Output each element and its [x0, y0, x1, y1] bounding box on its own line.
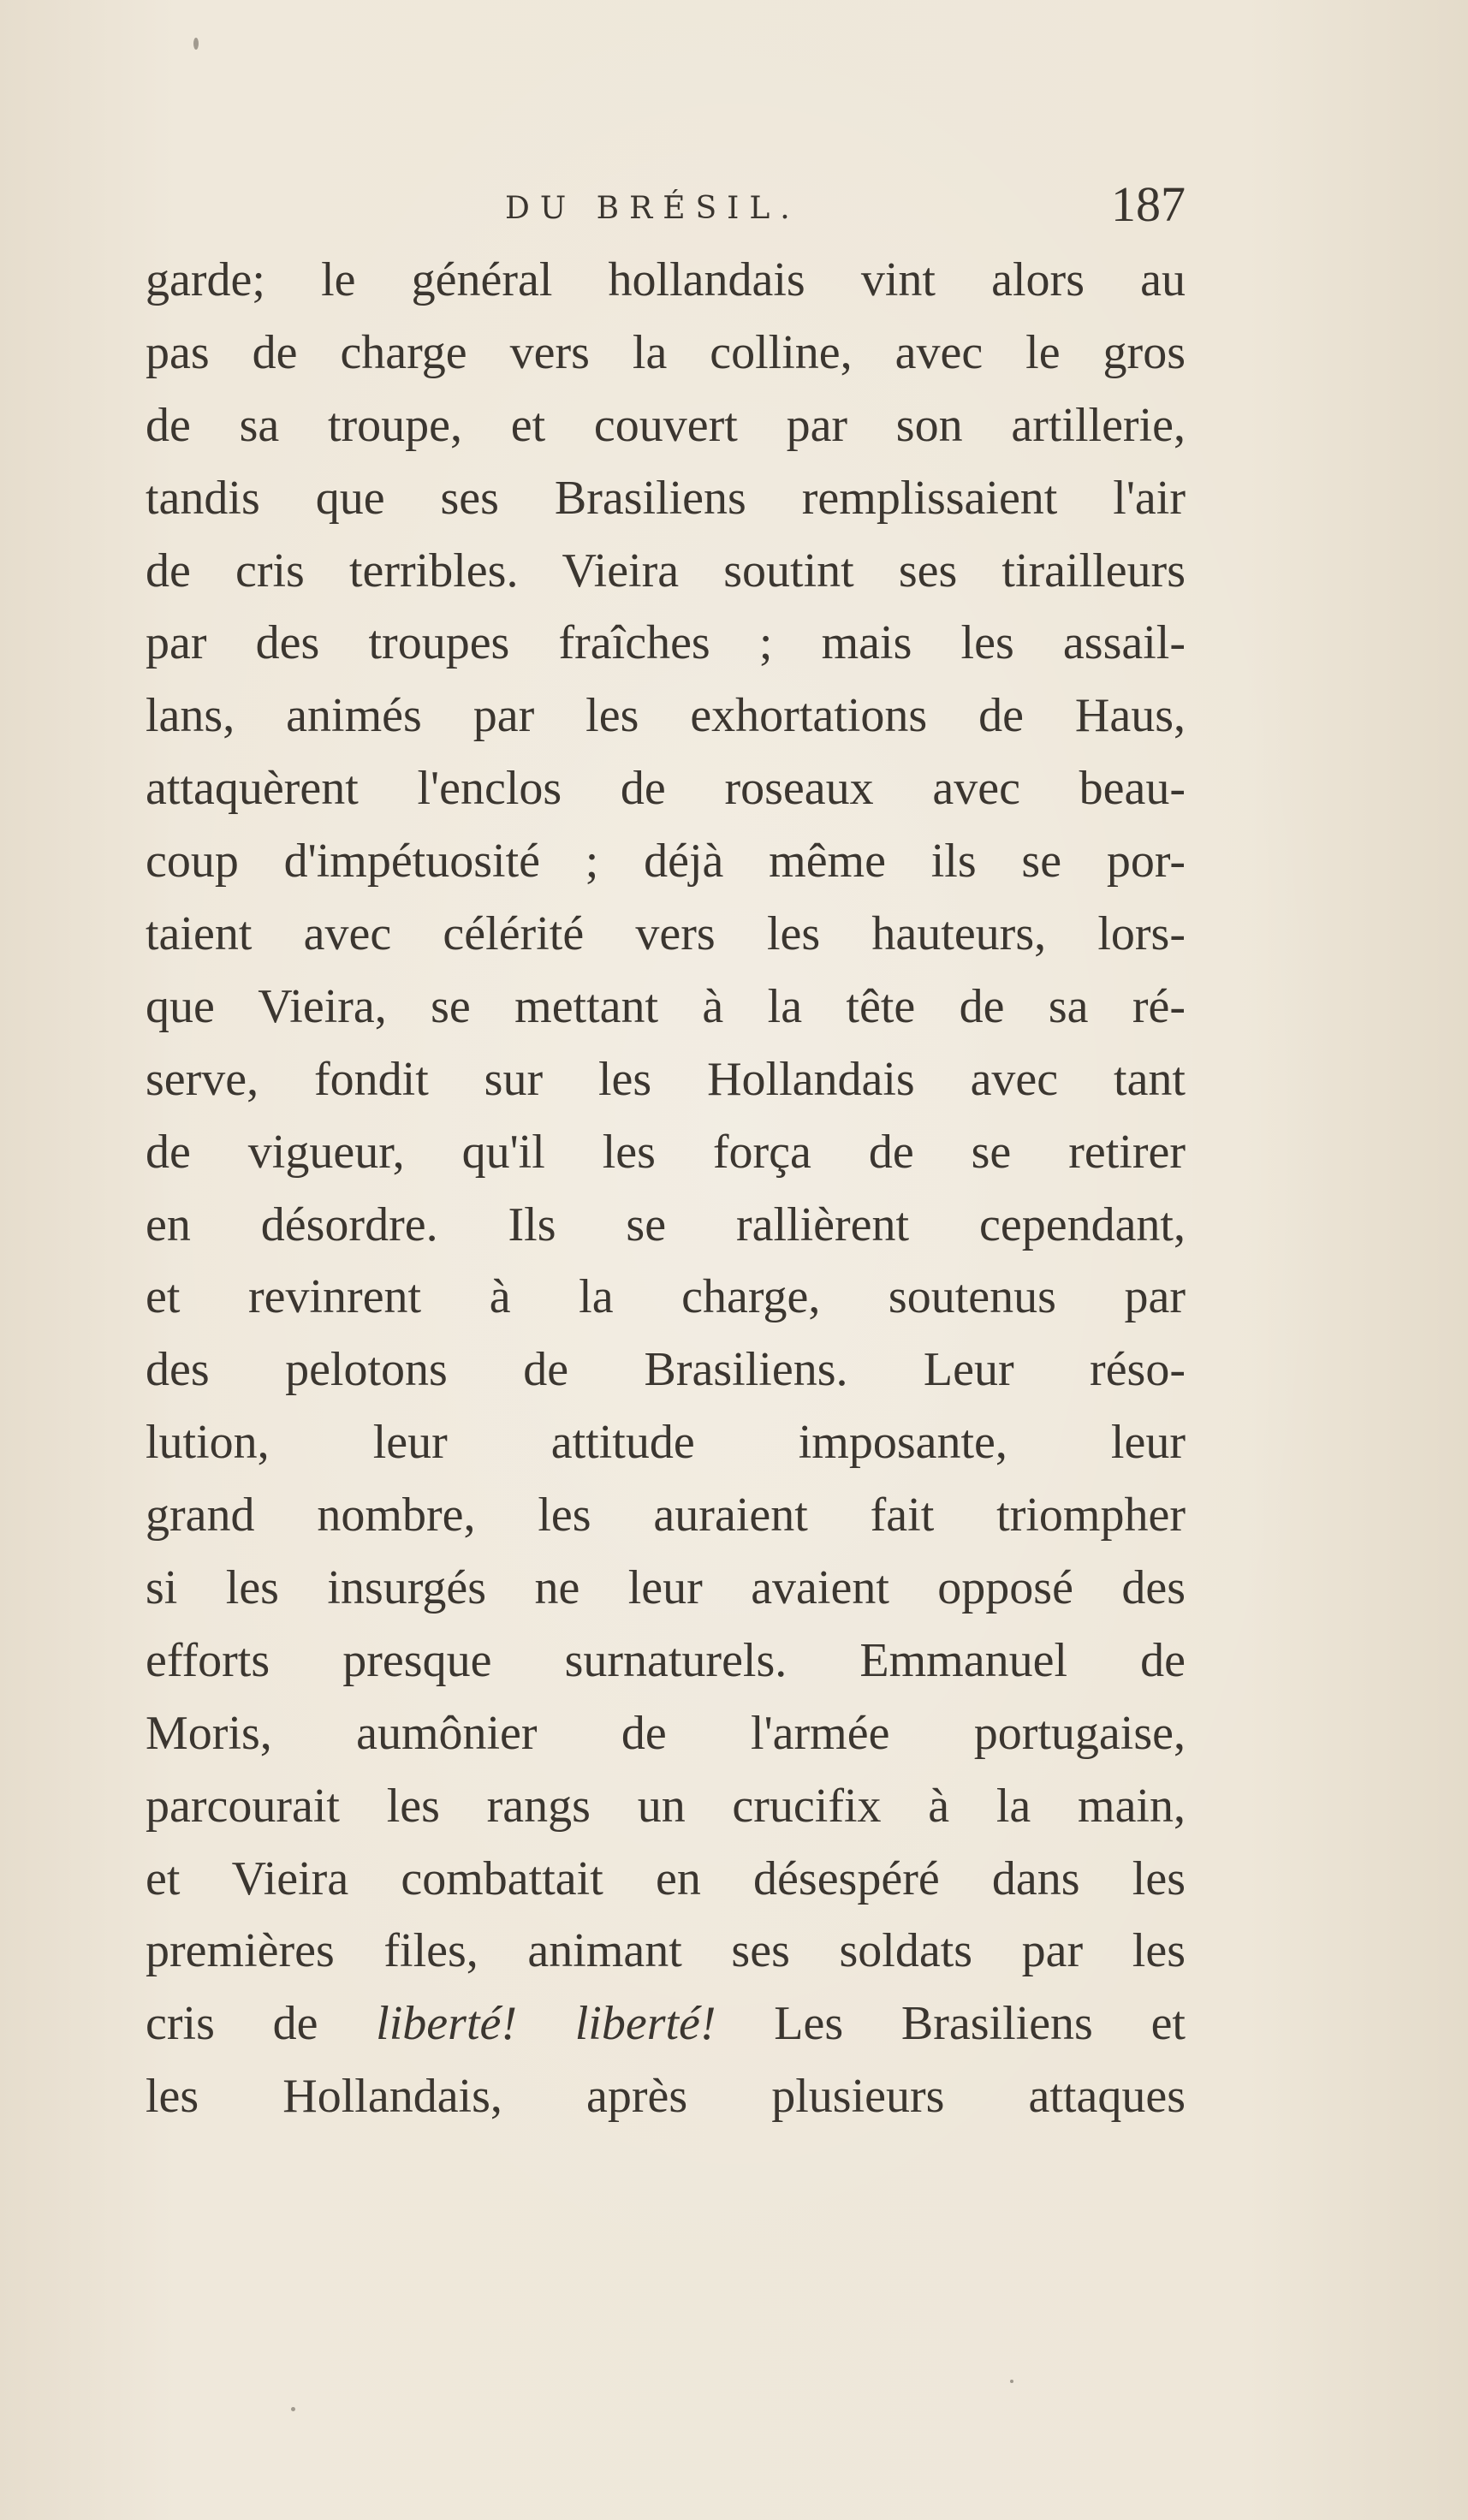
- text-line: si les insurgés ne leur avaient opposé des: [146, 1561, 1186, 1615]
- page-number: 187: [1111, 176, 1186, 232]
- text-segment: Les Brasiliens et: [716, 1997, 1186, 2051]
- italic-liberte: liberté!: [376, 1997, 517, 2051]
- ink-speck: [193, 38, 199, 50]
- text-line: et revinrent à la charge, soutenus par: [146, 1270, 1186, 1324]
- ink-speck: [291, 2407, 295, 2411]
- text-line: coup d'impétuosité ; déjà même ils se por-: [146, 835, 1186, 889]
- text-line: taient avec célérité vers les hauteurs, lors-: [146, 907, 1186, 961]
- text-line: de vigueur, qu'il les força de se retirer: [146, 1125, 1186, 1179]
- text-line: que Vieira, se mettant à la tête de sa ré-: [146, 979, 1186, 1033]
- running-head-title: DU BRÉSIL.: [505, 191, 800, 226]
- text-segment: cris de: [146, 1997, 377, 2051]
- text-line: grand nombre, les auraient fait triompher: [146, 1489, 1186, 1542]
- text-line: attaquèrent l'enclos de roseaux avec beau-: [146, 762, 1186, 816]
- text-line: les Hollandais, après plusieurs attaques: [146, 2070, 1186, 2124]
- text-line: tandis que ses Brasiliens remplissaient l'air: [146, 471, 1186, 525]
- text-line: par des troupes fraîches ; mais les assail-: [146, 616, 1186, 670]
- text-line: efforts presque surnaturels. Emmanuel de: [146, 1633, 1186, 1687]
- text-segment: [517, 1997, 575, 2050]
- body-text: [146, 244, 1186, 2133]
- text-line: des pelotons de Brasiliens. Leur réso-: [146, 1343, 1186, 1397]
- text-line: de cris terribles. Vieira soutint ses tirailleurs: [146, 544, 1186, 597]
- text-line: et Vieira combattait en désespéré dans les: [146, 1851, 1186, 1905]
- text-line: parcourait les rangs un crucifix à la main,: [146, 1779, 1186, 1833]
- ink-speck: [1010, 2380, 1013, 2383]
- text-line: garde; le général hollandais vint alors au: [146, 253, 1186, 306]
- italic-liberte: liberté!: [574, 1997, 716, 2051]
- text-line: serve, fondit sur les Hollandais avec tant: [146, 1052, 1186, 1106]
- text-line-with-italics: [146, 1988, 1186, 2060]
- text-line: lans, animés par les exhortations de Haus,: [146, 689, 1186, 743]
- text-line: lution, leur attitude imposante, leur: [146, 1416, 1186, 1470]
- text-line: en désordre. Ils se rallièrent cependant,: [146, 1198, 1186, 1251]
- text-line: pas de charge vers la colline, avec le gros: [146, 325, 1186, 379]
- text-line: de sa troupe, et couvert par son artillerie,: [146, 398, 1186, 452]
- text-line: Moris, aumônier de l'armée portugaise,: [146, 1706, 1186, 1760]
- running-head: [146, 175, 1186, 244]
- text-line: premières files, animant ses soldats par les: [146, 1924, 1186, 1978]
